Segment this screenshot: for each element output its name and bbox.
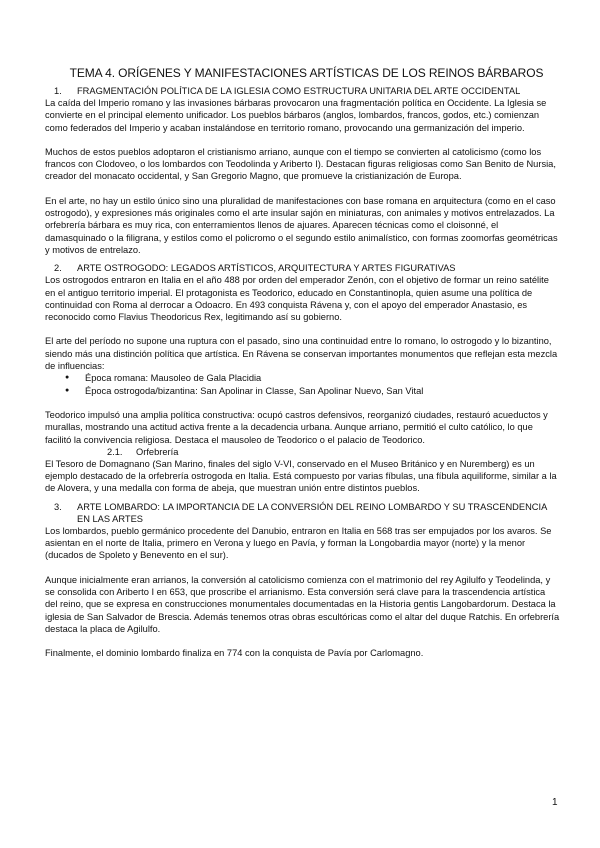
list-item: ● Época ostrogoda/bizantina: San Apolinar in Classe, San Apolinar Nuevo, San Vital xyxy=(85,385,560,397)
subsection-number: 2.1. xyxy=(107,446,123,457)
section-1-heading xyxy=(45,85,560,97)
document-page xyxy=(45,66,560,659)
paragraph: Teodorico impulsó una amplia política constructiva: ocupó castros defensivos, reorganizó ciudades, restauró acueductos y murallas, mostrando una actitud activa frente a la decadencia urbana. Aunque arriano, permitió el culto católico, lo que facilitó la convivencia religiosa. Destaca el mausoleo de Teodorico o el palacio de Teodorico. xyxy=(45,409,548,445)
section-number: 1. xyxy=(54,86,62,96)
paragraph: Los lombardos, pueblo germánico procedente del Danubio, entraron en Italia en 568 tras ser empujados por los avaros. Se asientan en el norte de Italia, primero en Verona y luego en Pavía, y forman la Longobardia mayor (norte) y la menor (ducados de Spoleto y Benevento en el sur). xyxy=(45,525,552,561)
section-title: ARTE OSTROGODO: LEGADOS ARTÍSTICOS, ARQUITECTURA Y ARTES FIGURATIVAS xyxy=(77,263,456,274)
paragraph: En el arte, no hay un estilo único sino una pluralidad de manifestaciones con base romana en arquitectura (como en el caso ostrogodo), y expresiones más originales como el arte insular sajón en miniaturas, con animales y motivos entrelazados. La orfebrería bárbara es muy rica, con enterramientos llenos de ajuares. Aparecen técnicas como el cloisonné, el damasquinado o la filigrana, y estilos como el policromo o el segundo estilo animalístico, con formas zoomorfas geométricas y motivos de entrelazo. xyxy=(45,195,558,255)
paragraph: Aunque inicialmente eran arrianos, la conversión al catolicismo comienza con el matrimonio del rey Agilulfo y Teodelinda, y se consolida con Ariberto I en 653, que proscribe el arrianismo. Esta conversión será clave para la trascendencia artística del reino, que se expresa en construcciones monumentales documentadas en la Historia gentis Langobardorum. Destaca la iglesia de San Salvador de Brescia. Además tenemos otras obras escultóricas como el altar del duque Ratchis. En orfebrería destaca la placa de Agilulfo. xyxy=(45,574,560,634)
section-number: 3. xyxy=(54,501,62,512)
paragraph: Finalmente, el dominio lombardo finaliza en 774 con la conquista de Pavía por Carlomagno. xyxy=(45,648,424,659)
section-title: ARTE LOMBARDO: LA IMPORTANCIA DE LA CONVERSIÓN DEL REINO LOMBARDO Y SU TRASCENDENCIA EN LAS ARTES xyxy=(77,501,547,524)
list-item: ● Época romana: Mausoleo de Gala Placidia xyxy=(85,372,560,384)
subsection-title: Orfebrería xyxy=(136,446,179,457)
paragraph: Muchos de estos pueblos adoptaron el cristianismo arriano, aunque con el tiempo se convierten al catolicismo (como los francos con Clodoveo, o los lombardos con Teodolinda y Ariberto I). Destacan figuras religiosas como San Benito de Nursia, creador del monacato occidental, y San Gregorio Magno, que promueve la cristianización de Europa. xyxy=(45,146,556,182)
paragraph: Los ostrogodos entraron en Italia en el año 488 por orden del emperador Zenón, con el objetivo de formar un reino satélite en el antiguo territorio imperial. El protagonista es Teodorico, educado en Constantinopla, quien asume una política de continuidad con Roma al derrocar a Odoacro. En 493 conquista Rávena y, con el apoyo del emperador Anastasio, es reconocido como Flavius Theodoricus Rex, legitimando así su gobierno. xyxy=(45,275,549,323)
subsection-2-1-heading xyxy=(45,446,560,458)
section-number: 2. xyxy=(54,263,62,274)
section-3-heading xyxy=(45,501,560,525)
paragraph: El arte del período no supone una ruptura con el pasado, sino una continuidad entre lo romano, lo ostrogodo y lo bizantino, siendo más una distinción política que artística. En Rávena se conservan importantes monumentos que reflejan esta mezcla de influencias: xyxy=(45,336,558,372)
page-number: 1 xyxy=(552,797,558,808)
section-title: FRAGMENTACIÓN POLÍTICA DE LA IGLESIA COMO ESTRUCTURA UNITARIA DEL ARTE OCCIDENTAL xyxy=(77,86,521,96)
section-2-heading xyxy=(45,262,560,274)
page-title: TEMA 4. ORÍGENES Y MANIFESTACIONES ARTÍSTICAS DE LOS REINOS BÁRBAROS xyxy=(69,66,544,80)
paragraph: La caída del Imperio romano y las invasiones bárbaras provocaron una fragmentación política en Occidente. La Iglesia se convierte en el principal elemento unificador. Los pueblos bárbaros (anglos, lombardos, francos, godos, etc.) comienzan como federados del Imperio y acaban instalándose en territorio romano, provocando una germanización del imperio. xyxy=(45,98,547,133)
bullet-list xyxy=(45,372,560,397)
paragraph: El Tesoro de Domagnano (San Marino, finales del siglo V-VI, conservado en el Museo Británico y en Nuremberg) es un ejemplo destacado de la orfebrería ostrogoda en Italia. Está compuesto por varias fíbulas, una fíbula aquiliforme, similar a la de Alovera, y una medalla con forma de abeja, que muestran unión entre distintos pueblos. xyxy=(45,458,557,494)
